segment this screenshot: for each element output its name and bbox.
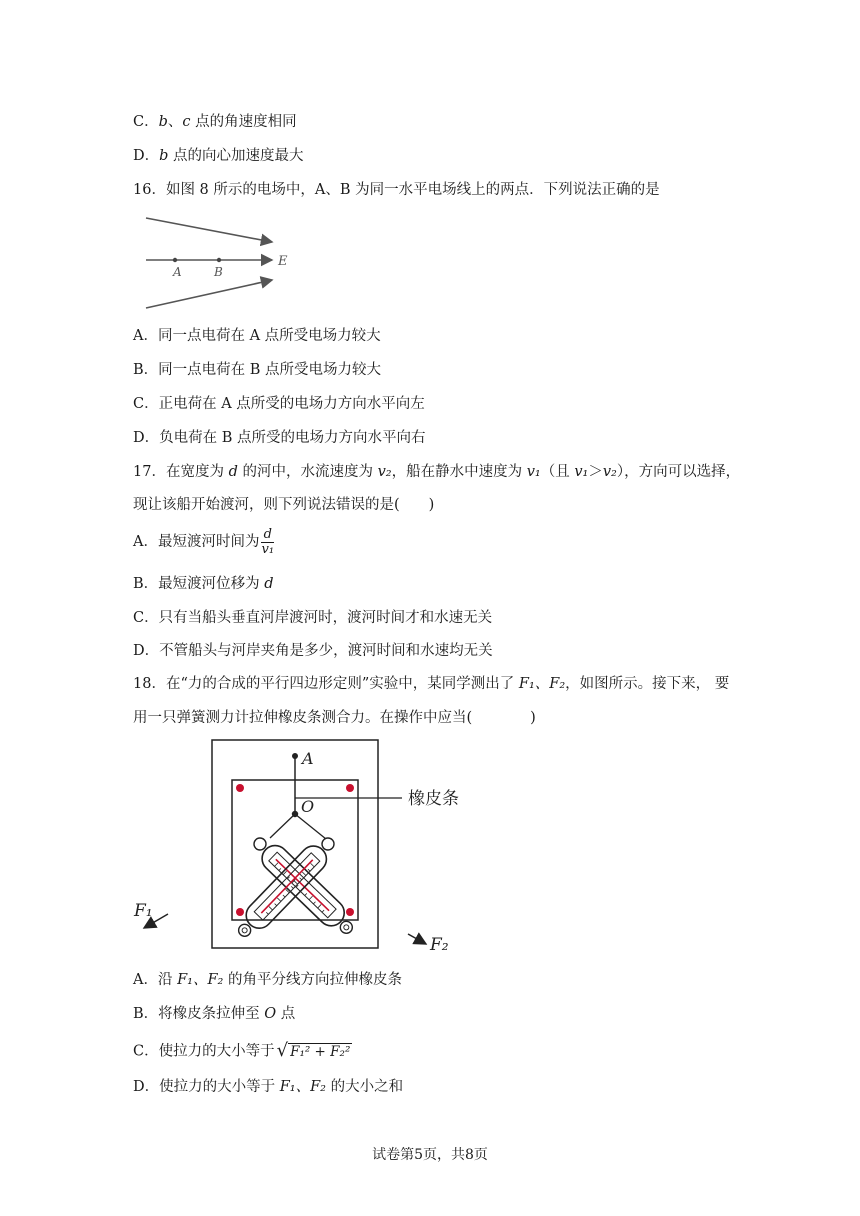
label-f2: F₂ [430,935,449,955]
q17-option-b: B．最短渡河位移为 d [133,576,274,592]
label-f1: F₁ [134,901,153,921]
q18-option-c: C．使拉力的大小等于 √ F₁² + F₂² [133,1038,352,1064]
label-e: E [278,254,288,269]
q18-stem: 18．在“力的合成的平行四边形定则”实验中，某同学测出了 F₁、F₂，如图所示。接下来， 要 [133,676,730,692]
string-left [270,814,295,838]
q16-option-d: D．负电荷在 B 点所受的电场力方向水平向右 [133,430,426,446]
page-footer: 试卷第5页，共8页 [372,1147,488,1163]
point-b [217,258,221,262]
label-rubber-band: 橡皮条 [408,789,459,809]
q15-option-c: C．b、c 点的角速度相同 [133,114,297,130]
q18-option-a: A．沿 F₁、F₂ 的角平分线方向拉伸橡皮条 [133,972,402,988]
label-a: A [173,265,182,279]
spring-balance-left [247,830,360,940]
q17-option-d: D．不管船头与河岸夹角是多少，渡河时间和水速均无关 [133,643,493,659]
label-a: A [302,749,314,768]
force-arrow-f2 [408,934,426,944]
label-b: B [214,265,223,279]
pin-bottom-left [236,908,244,916]
pin-top-right [346,784,354,792]
q17-option-a: A．最短渡河时间为 $\frac{d}{\text{v₁}}$ [133,526,275,557]
q16-stem: 16．如图 8 所示的电场中，A、B 为同一水平电场线上的两点．下列说法正确的是 [133,182,660,198]
point-a [292,753,298,759]
q18-stem-line2: 用一只弹簧测力计拉伸橡皮条测合力。在操作中应当( ) [133,710,536,726]
q16-option-a: A．同一点电荷在 A 点所受电场力较大 [133,328,381,344]
q18-option-d: D．使拉力的大小等于 F₁、F₂ 的大小之和 [133,1079,404,1095]
field-line-top [146,218,272,242]
sqrt-expression: √ F₁² + F₂² [276,1040,351,1061]
q17-stem: 17．在宽度为 d 的河中，水流速度为 v₂，船在静水中速度为 v₁（且 v₁＞v₂），方向可以选择， [133,464,741,480]
fraction-d-over-v1: $\frac{d}{\text{v₁}}$ [261,526,275,557]
q18-force-experiment-figure [130,738,490,960]
q17-option-c: C．只有当船头垂直河岸渡河时，渡河时间才和水速无关 [133,610,493,626]
label-o: O [301,797,315,816]
point-a [173,258,177,262]
q17-stem-line2: 现让该船开始渡河，则下列说法错误的是( ) [133,497,435,513]
q16-option-b: B．同一点电荷在 B 点所受电场力较大 [133,362,382,378]
pin-top-left [236,784,244,792]
string-right [295,814,326,839]
spring-balance-right [231,831,341,944]
q18-option-b: B．将橡皮条拉伸至 O 点 [133,1006,296,1022]
sqrt-sign: √ [276,1040,289,1061]
q16-option-c: C．正电荷在 A 点所受的电场力方向水平向左 [133,396,425,412]
field-line-bottom [146,280,272,308]
q16-electric-field-figure [140,214,300,314]
q15-option-d: D．b 点的向心加速度最大 [133,148,304,164]
pin-bottom-right [346,908,354,916]
